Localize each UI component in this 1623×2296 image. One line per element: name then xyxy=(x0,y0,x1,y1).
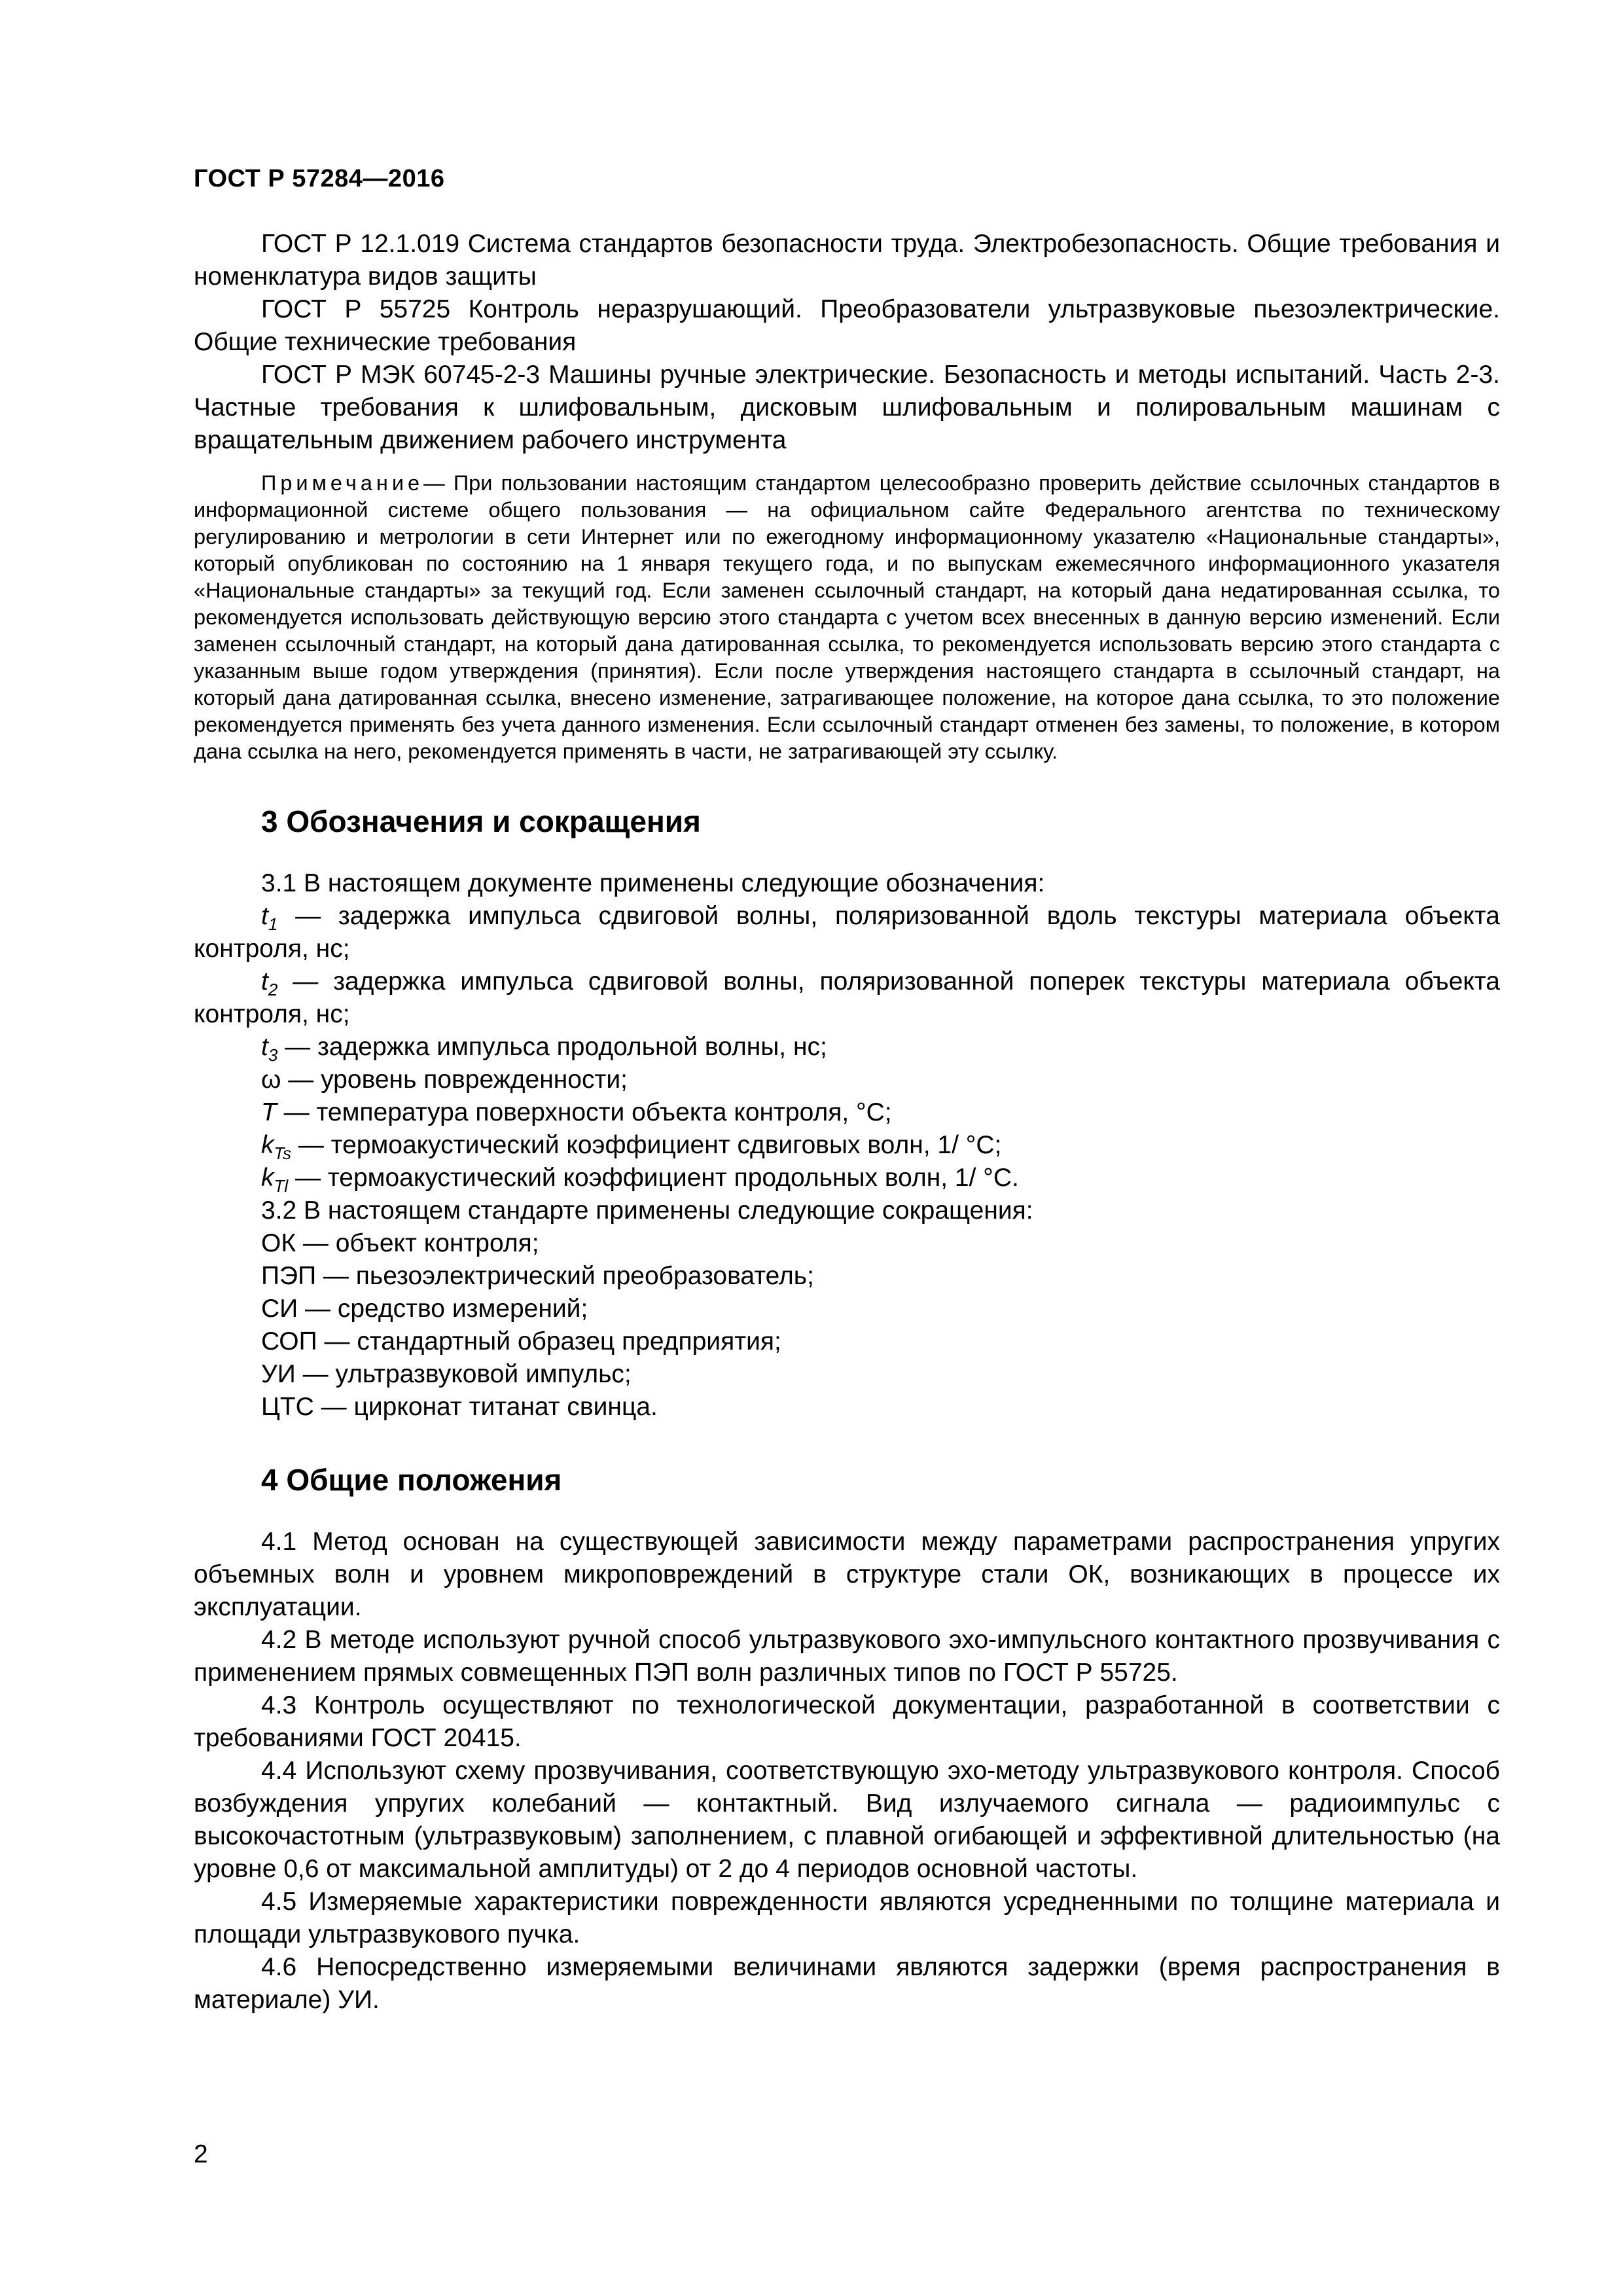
section-4-paragraph: 4.1 Метод основан на существующей зависимости между параметрами распространения упругих объемных волн и уровнем микроповреждений в структуре стали ОК, возникающих в процессе их эксплуатации. xyxy=(194,1528,1500,1621)
symbol: $k_{Ts}$ xyxy=(261,1131,291,1163)
symbol: $t_1$ xyxy=(261,902,278,934)
symbol-definition: — температура поверхности объекта контроля, °С; xyxy=(276,1098,892,1126)
note-paragraph xyxy=(194,470,1500,765)
document-body xyxy=(194,228,1500,2017)
symbol: T xyxy=(261,1098,277,1126)
abbreviation-item: ОК — объект контроля; xyxy=(261,1229,539,1257)
section-4-paragraph: 4.2 В методе используют ручной способ ультразвукового эхо-импульсного контактного прозвучивания с применением прямых совмещенных ПЭП волн различных типов по ГОСТ Р 55725. xyxy=(194,1626,1500,1687)
section-4-paragraph: 4.4 Используют схему прозвучивания, соответствующую эхо-методу ультразвукового контроля. Способ возбуждения упругих колебаний — контактный. Вид излучаемого сигнала — радиоимпульс с высокочастотным (ультразвуковым) заполнением, с плавной огибающей и эффективной длительностью (на уровне 0,6 от максимальной амплитуды) от 2 до 4 периодов основной частоты. xyxy=(194,1757,1500,1883)
section-4-paragraph: 4.3 Контроль осуществляют по технологической документации, разработанной в соответствии с требованиями ГОСТ 20415. xyxy=(194,1691,1500,1752)
symbol-item xyxy=(194,1162,1500,1194)
note-label: Примечание xyxy=(261,471,424,495)
symbol: ω xyxy=(261,1066,281,1094)
symbol: $k_{Tl}$ xyxy=(261,1164,289,1196)
reference-item: ГОСТ Р 12.1.019 Система стандартов безопасности труда. Электробезопасность. Общие требования и номенклатура видов защиты xyxy=(194,230,1500,291)
symbol-item xyxy=(194,965,1500,1031)
symbol-item xyxy=(194,1064,1500,1096)
abbreviation-item: СОП — стандартный образец предприятия; xyxy=(261,1327,781,1355)
section-4-paragraph: 4.6 Непосредственно измеряемыми величинами являются задержки (время распространения в материале) УИ. xyxy=(194,1953,1500,2014)
symbol-definition: — задержка импульса сдвиговой волны, поляризованной вдоль текстуры материала объекта контроля, нс; xyxy=(194,902,1500,963)
abbreviation-item: ЦТС — цирконат титанат свинца. xyxy=(261,1393,658,1421)
abbreviation-item: ПЭП — пьезоэлектрический преобразователь; xyxy=(261,1262,814,1290)
section-3-heading: 3 Обозначения и сокращения xyxy=(261,804,701,838)
symbol-item xyxy=(194,1031,1500,1064)
symbols-intro: 3.1 В настоящем документе применены следующие обозначения: xyxy=(261,869,1045,897)
reference-item: ГОСТ Р МЭК 60745-2-3 Машины ручные электрические. Безопасность и методы испытаний. Часть 2-3. Частные требования к шлифовальным, дисковым шлифовальным и полировальным машинам с вращательным движением рабочего инструмента xyxy=(194,361,1500,454)
abbreviation-item: УИ — ультразвуковой импульс; xyxy=(261,1360,632,1388)
section-4-heading: 4 Общие положения xyxy=(261,1463,562,1497)
abbreviations-intro: 3.2 В настоящем стандарте применены следующие сокращения: xyxy=(261,1196,1033,1225)
symbol-item xyxy=(194,900,1500,965)
symbol: $t_2$ xyxy=(261,967,278,999)
symbol-item xyxy=(194,1096,1500,1129)
symbol-definition: — термоакустический коэффициент продольных волн, 1/ °С. xyxy=(288,1164,1019,1192)
section-4-paragraph: 4.5 Измеряемые характеристики поврежденности являются усредненными по толщине материала и площади ультразвукового пучка. xyxy=(194,1888,1500,1948)
page-number: 2 xyxy=(194,2140,208,2168)
symbol-definition: — термоакустический коэффициент сдвиговых волн, 1/ °С; xyxy=(291,1131,1002,1159)
symbol-item xyxy=(194,1129,1500,1162)
symbol: $t_3$ xyxy=(261,1033,278,1065)
symbol-definition: — задержка импульса сдвиговой волны, поляризованной поперек текстуры материала объекта контроля, нс; xyxy=(194,967,1500,1028)
symbol-definition: — уровень поврежденности; xyxy=(281,1066,628,1094)
document-header: ГОСТ Р 57284—2016 xyxy=(194,165,445,192)
note-text: — При пользовании настоящим стандартом целесообразно проверить действие ссылочных стандартов в информационной системе общего пользования — на официальном сайте Федерального агентства по техническому регулированию и метрологии в сети Интернет или по ежегодному информационному указателю «Национальные стандарты», который опубликован по состоянию на 1 января текущего года, и по выпускам ежемесячного информационного указателя «Национальные стандарты» за текущий год. Если заменен ссылочный стандарт, на который дана недатированная ссылка, то рекомендуется использовать действующую версию этого стандарта с учетом всех внесенных в данную версию изменений. Если заменен ссылочный стандарт, на который дана датированная ссылка, то рекомендуется использовать версию этого стандарта с указанным выше годом утверждения (принятия). Если после утверждения настоящего стандарта в ссылочный стандарт, на который дана датированная ссылка, внесено изменение, затрагивающее положение, на которое дана ссылка, то это положение рекомендуется применять без учета данного изменения. Если ссылочный стандарт отменен без замены, то положение, в котором дана ссылка на него, рекомендуется применять в части, не затрагивающей эту ссылку. xyxy=(194,471,1500,763)
reference-item: ГОСТ Р 55725 Контроль неразрушающий. Преобразователи ультразвуковые пьезоэлектрические. Общие технические требования xyxy=(194,295,1500,356)
abbreviation-item: СИ — средство измерений; xyxy=(261,1295,588,1323)
symbol-definition: — задержка импульса продольной волны, нс; xyxy=(277,1033,827,1061)
